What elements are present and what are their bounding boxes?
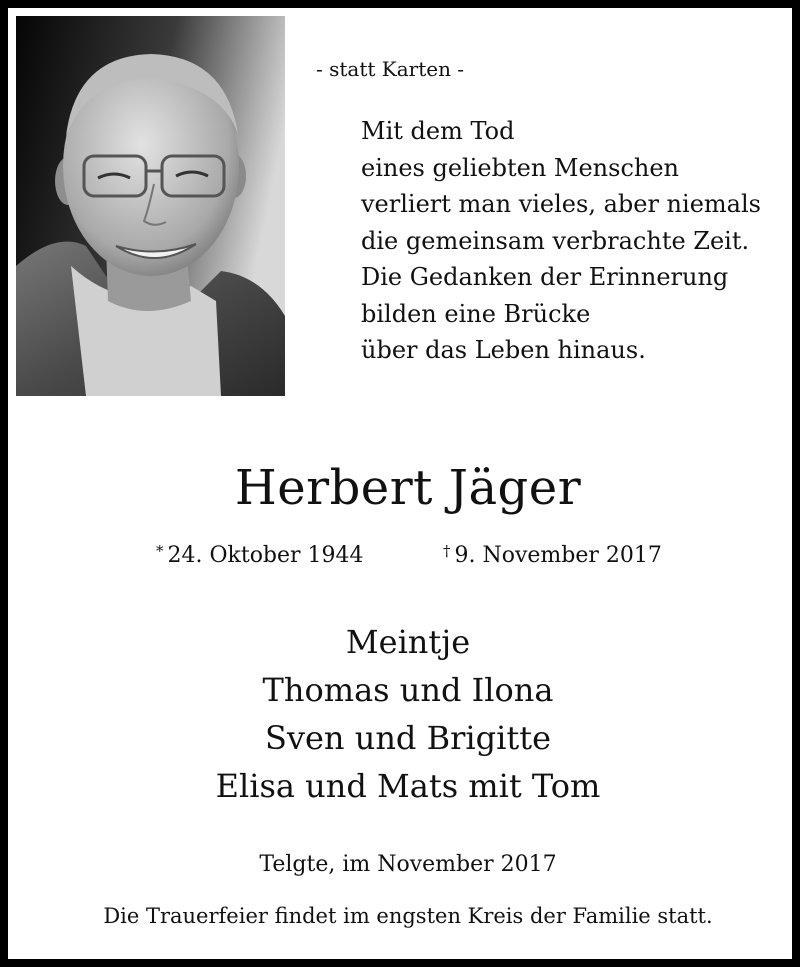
poem-line: über das Leben hinaus. (361, 336, 646, 364)
death-symbol: † (443, 542, 451, 560)
poem-line: verliert man vieles, aber niemals (361, 190, 761, 218)
birth-symbol: * (156, 542, 164, 560)
poem (361, 113, 761, 369)
portrait-photo (16, 16, 285, 396)
poem-line: eines geliebten Menschen (361, 153, 680, 182)
birth-date-text: 24. Oktober 1944 (167, 543, 364, 568)
family-member: Thomas und Ilona (262, 671, 554, 709)
poem-line: Die Gedanken der Erinnerung (361, 263, 729, 291)
family-member: Sven und Brigitte (264, 719, 551, 757)
birth-date (156, 536, 364, 571)
family-members (8, 618, 800, 810)
death-date-text: 9. November 2017 (454, 543, 662, 568)
poem-line: die gemeinsam verbrachte Zeit. (361, 226, 750, 255)
statt-karten-note: - statt Karten - (316, 57, 465, 81)
poem-line: bilden eine Brücke (361, 299, 591, 328)
portrait-image (16, 16, 285, 396)
funeral-notice: Die Trauerfeier findet im engsten Kreis der Familie statt. (103, 904, 713, 928)
death-date (443, 536, 662, 571)
poem-line: Mit dem Tod (361, 117, 515, 145)
place-date: Telgte, im November 2017 (259, 852, 557, 877)
family-member: Meintje (345, 623, 471, 661)
family-member: Elisa und Mats mit Tom (215, 767, 601, 805)
deceased-name: Herbert Jäger (234, 460, 582, 516)
